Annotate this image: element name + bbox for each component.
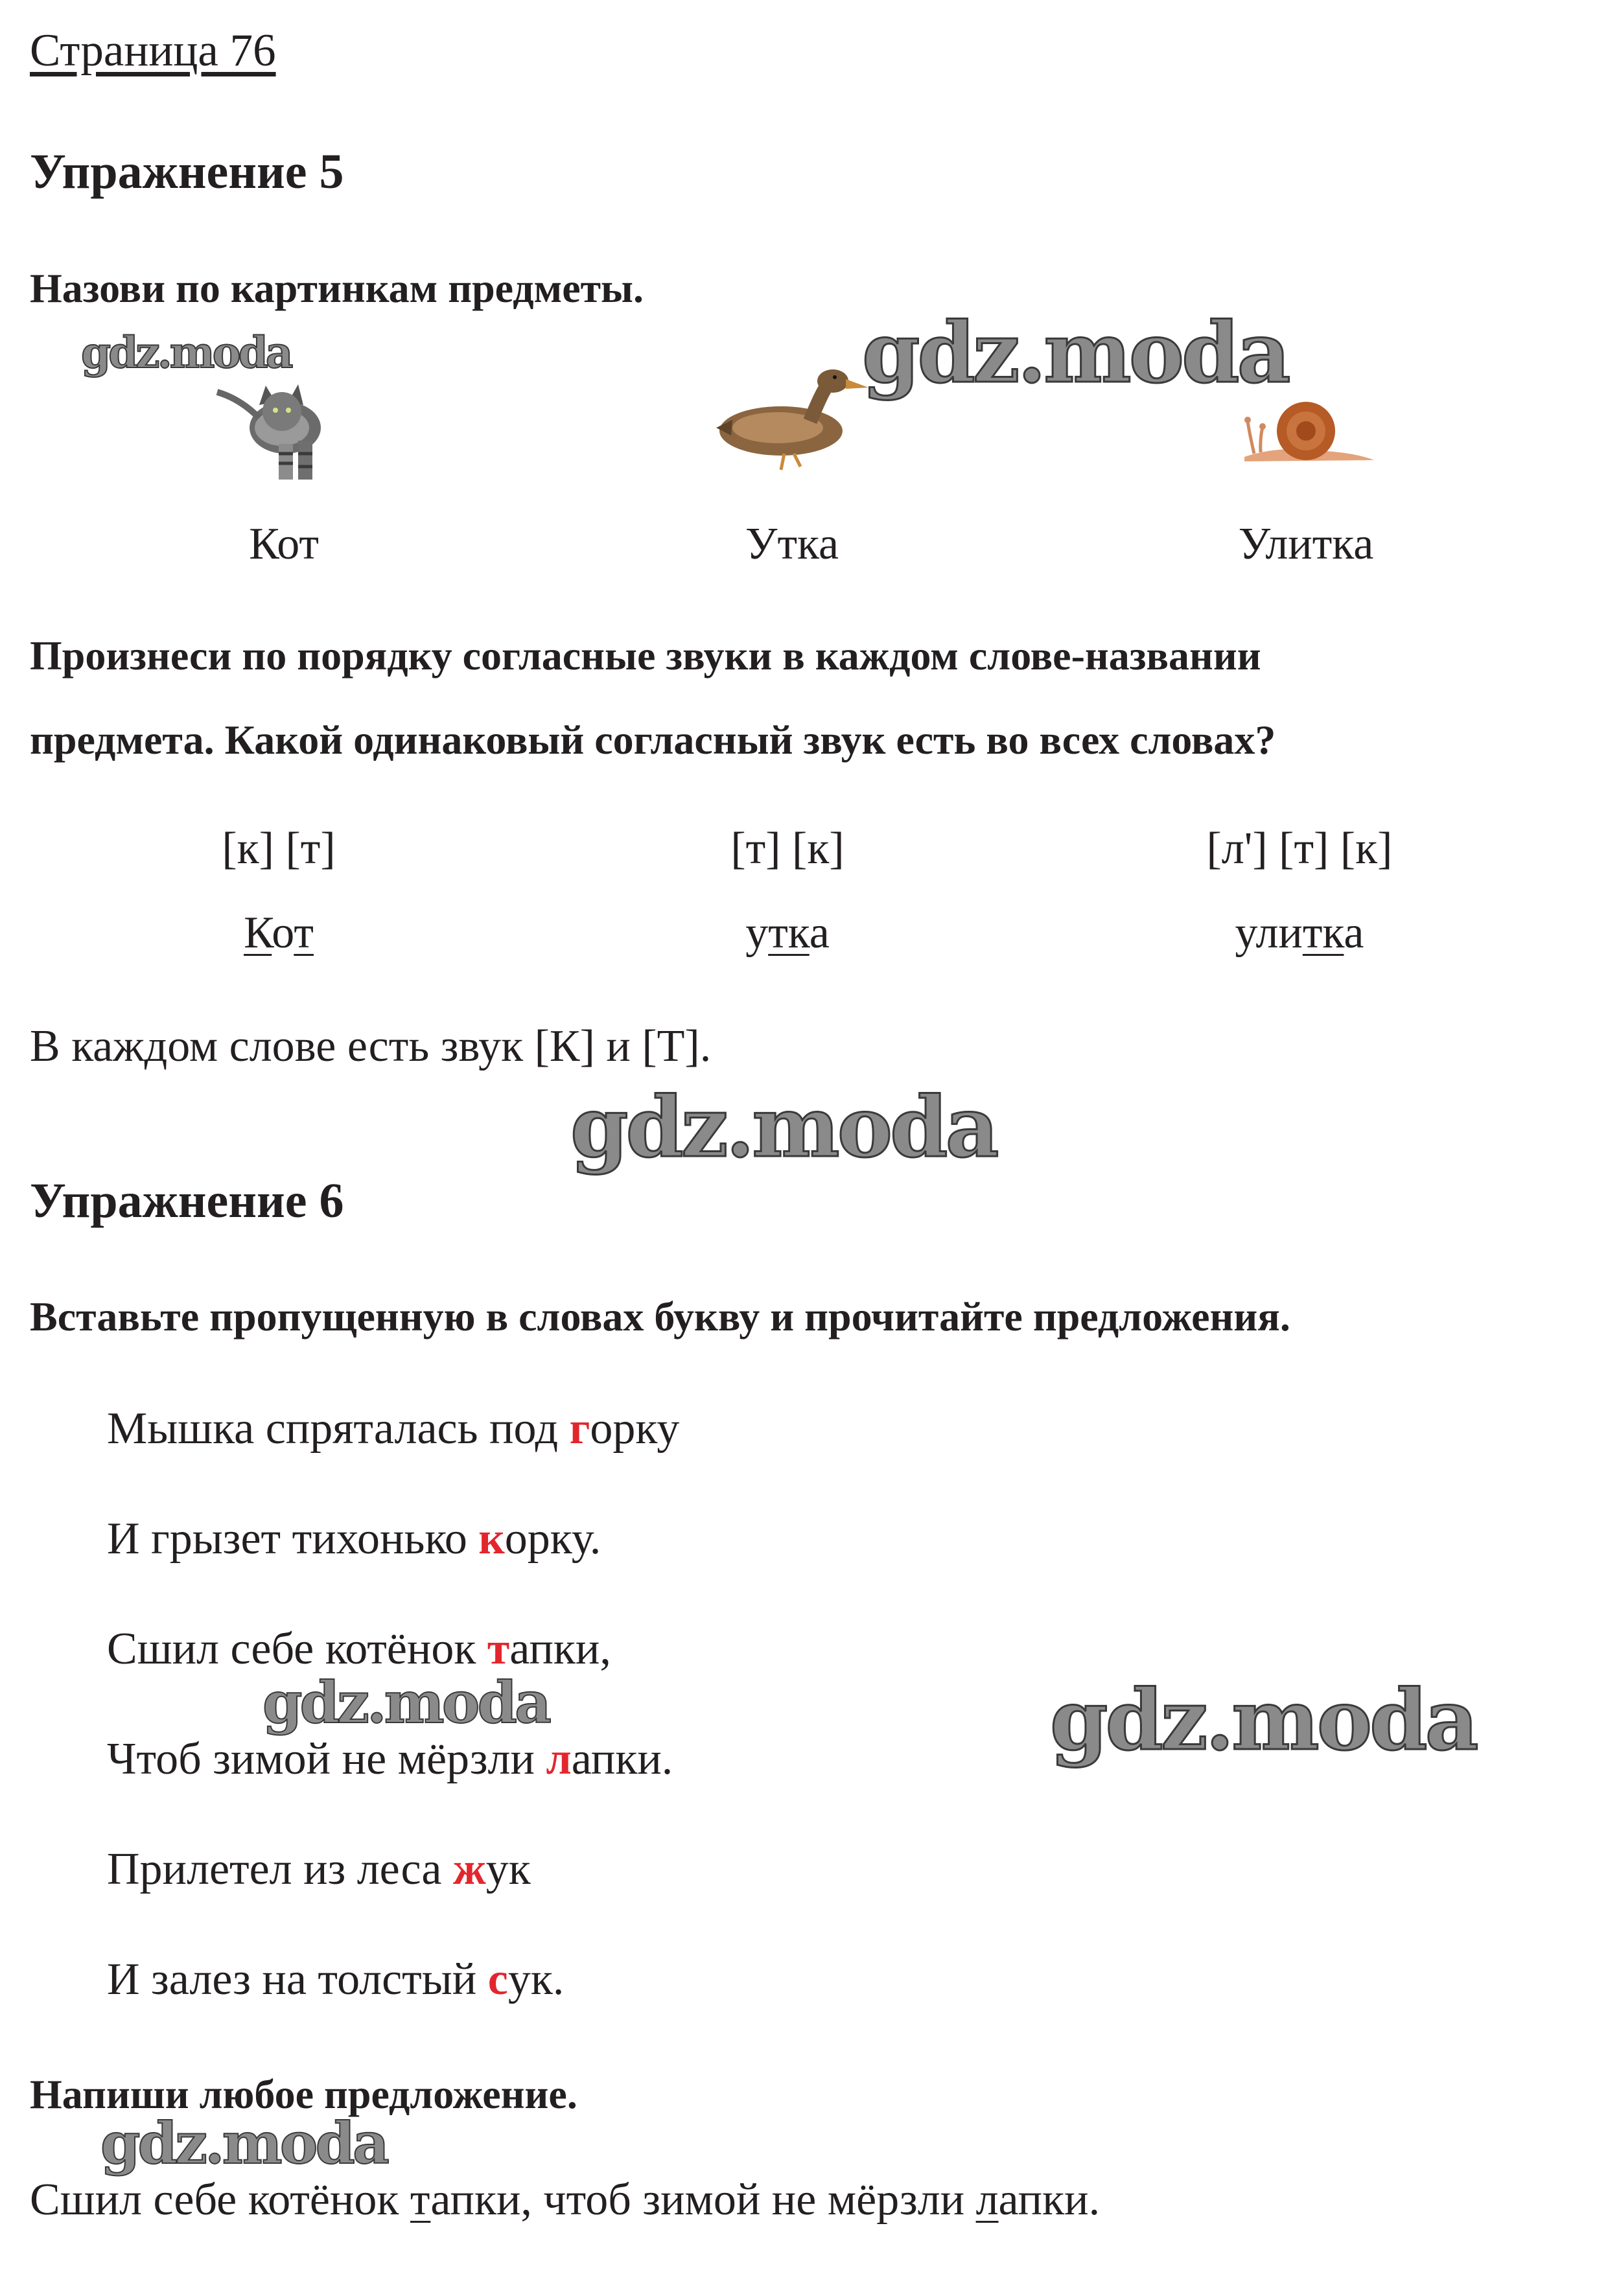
- exercise-6-task-2: Напиши любое предложение.: [30, 2071, 577, 2117]
- exercise-5-title: Упражнение 5: [30, 145, 344, 199]
- word-part: а: [809, 908, 830, 958]
- watermark: gdz.moda: [570, 1079, 997, 1176]
- exercise-5-task-2-line-2: предмета. Какой одинаковый согласный звук есть во всех словах?: [30, 717, 1276, 763]
- word-duck: [625, 907, 950, 959]
- word-part: К: [244, 908, 272, 958]
- duck-picture: [713, 363, 872, 473]
- poem-text: Мышка спряталась под: [107, 1404, 570, 1454]
- answer-text: апки.: [998, 2175, 1101, 2225]
- word-part: тк: [768, 908, 810, 958]
- answer-letter: т: [410, 2175, 431, 2225]
- exercise-6-task-1: Вставьте пропущенную в словах букву и прочитайте предложения.: [30, 1293, 1290, 1339]
- picture-caption-snail: Улитка: [1238, 519, 1374, 569]
- poem-text: апки.: [571, 1734, 673, 1784]
- word-cat: [117, 907, 441, 959]
- watermark: gdz.moda: [262, 1669, 550, 1736]
- poem-line: [107, 1403, 679, 1455]
- answer-text: апки, чтоб зимой не мёрзли: [430, 2175, 976, 2225]
- poem-text: Сшил себе котёнок: [107, 1624, 487, 1674]
- poem-text: ук: [485, 1844, 531, 1894]
- inserted-letter: с: [487, 1954, 508, 2004]
- poem-text: орку.: [504, 1514, 601, 1564]
- cat-picture: [214, 366, 331, 486]
- watermark: gdz.moda: [1050, 1672, 1476, 1769]
- word-part: у: [745, 908, 769, 958]
- exercise-6-title: Упражнение 6: [30, 1174, 344, 1228]
- inserted-letter: л: [546, 1734, 572, 1784]
- picture-caption-duck: Утка: [745, 519, 839, 569]
- watermark: gdz.moda: [81, 327, 291, 378]
- answer-text: Сшил себе котёнок: [30, 2175, 410, 2225]
- inserted-letter: к: [478, 1514, 505, 1564]
- inserted-letter: г: [569, 1404, 590, 1454]
- poem-text: апки,: [509, 1624, 611, 1674]
- word-snail: [1137, 907, 1462, 959]
- word-part: тк: [1302, 908, 1344, 958]
- exercise-5-answer: В каждом слове есть звук [К] и [Т].: [30, 1021, 712, 1071]
- word-part: о: [272, 908, 294, 958]
- exercise-5-task-1: Назови по картинкам предметы.: [30, 265, 644, 311]
- word-part: т: [294, 908, 314, 958]
- watermark: gdz.moda: [100, 2109, 388, 2177]
- poem-text: орку: [590, 1404, 680, 1454]
- poem-line: [107, 1734, 673, 1785]
- page-label: Страница 76: [30, 25, 276, 76]
- answer-letter: л: [975, 2175, 999, 2225]
- poem-text: ук.: [507, 1954, 565, 2004]
- transcription-cat: [к] [т]: [222, 824, 336, 874]
- exercise-5-task-2-line-1: Произнеси по порядку согласные звуки в каждом слове-названии: [30, 632, 1261, 678]
- inserted-letter: ж: [452, 1844, 486, 1894]
- poem-text: И залез на толстый: [107, 1954, 488, 2004]
- poem-line: [107, 1844, 531, 1896]
- word-part: а: [1344, 908, 1364, 958]
- picture-caption-cat: Кот: [249, 519, 319, 569]
- snail-picture: [1238, 395, 1377, 467]
- transcription-snail: [л'] [т] [к]: [1206, 824, 1393, 874]
- poem-line: [107, 1954, 564, 2006]
- exercise-6-answer: [30, 2174, 1100, 2226]
- word-part: ули: [1235, 908, 1303, 958]
- poem-text: Прилетел из леса: [107, 1844, 453, 1894]
- watermark: gdz.moda: [862, 305, 1288, 402]
- poem-line: [107, 1513, 601, 1565]
- inserted-letter: т: [487, 1624, 510, 1674]
- transcription-duck: [т] [к]: [730, 824, 845, 874]
- poem-text: И грызет тихонько: [107, 1514, 479, 1564]
- poem-text: Чтоб зимой не мёрзли: [107, 1734, 546, 1784]
- poem-line: [107, 1623, 611, 1675]
